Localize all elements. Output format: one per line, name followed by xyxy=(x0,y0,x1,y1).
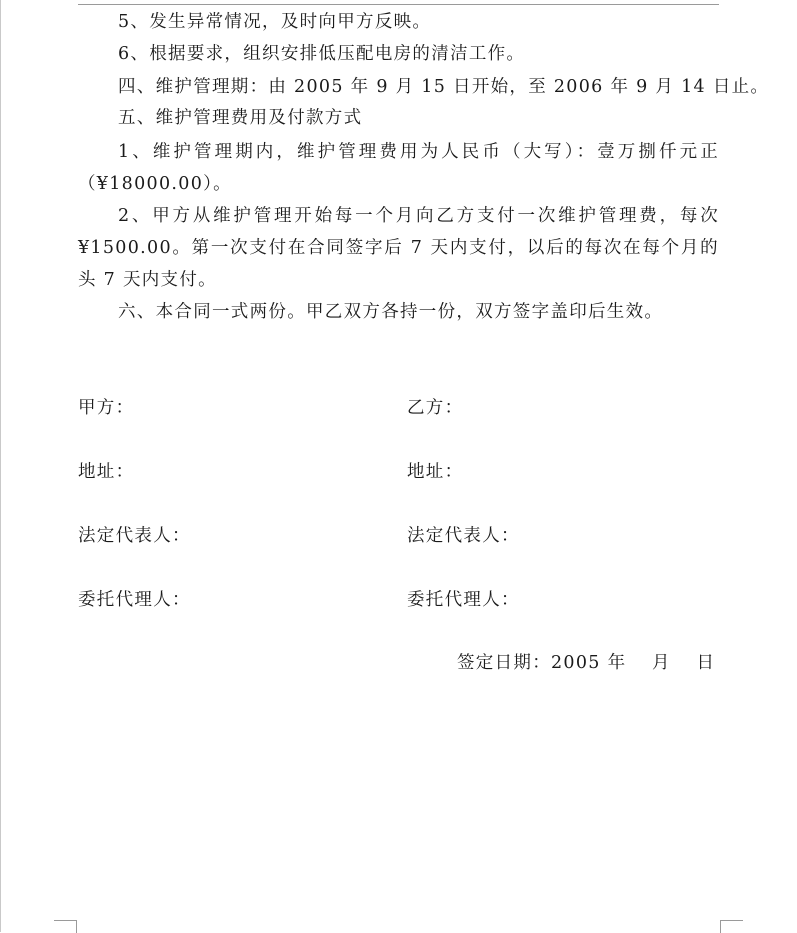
party-a-label: 甲方： xyxy=(78,398,135,418)
party-a-representative-label: 法定代表人： xyxy=(78,526,191,546)
clause-item-6: 6、根据要求，组织安排低压配电房的清洁工作。 xyxy=(118,44,526,64)
party-b-address-label: 地址： xyxy=(407,462,464,482)
page-corner-mark-left xyxy=(54,920,77,933)
clause-payment-terms: 2、甲方从维护管理开始每一个月向乙方支付一次维护管理费，每次¥1500.00。第一次支付在合同签字后 7 天内支付，以后的每次在每个月的头 7 天内支付。 xyxy=(78,206,719,290)
party-a-address-label: 地址： xyxy=(78,462,135,482)
page-corner-mark-right xyxy=(720,920,743,933)
party-a-agent-label: 委托代理人： xyxy=(78,590,191,610)
page-top-border xyxy=(78,4,719,5)
clause-maintenance-period: 四、维护管理期：由 2005 年 9 月 15 日开始，至 2006 年 9 月 14 日止。 xyxy=(118,77,770,97)
party-b-representative-label: 法定代表人： xyxy=(407,526,520,546)
clause-copies: 六、本合同一式两份。甲乙双方各持一份，双方签字盖印后生效。 xyxy=(118,302,664,322)
page-left-edge xyxy=(0,0,1,932)
party-b-label: 乙方： xyxy=(407,398,464,418)
clause-fee-heading: 五、维护管理费用及付款方式 xyxy=(118,108,363,128)
signing-date: 签定日期：2005 年 月 日 xyxy=(457,653,716,673)
party-b-agent-label: 委托代理人： xyxy=(407,590,520,610)
clause-item-5: 5、发生异常情况，及时向甲方反映。 xyxy=(118,12,432,32)
clause-fee-amount: 1、维护管理期内，维护管理费用为人民币（大写）：壹万捌仟元正（¥18000.00）。 xyxy=(78,142,719,194)
